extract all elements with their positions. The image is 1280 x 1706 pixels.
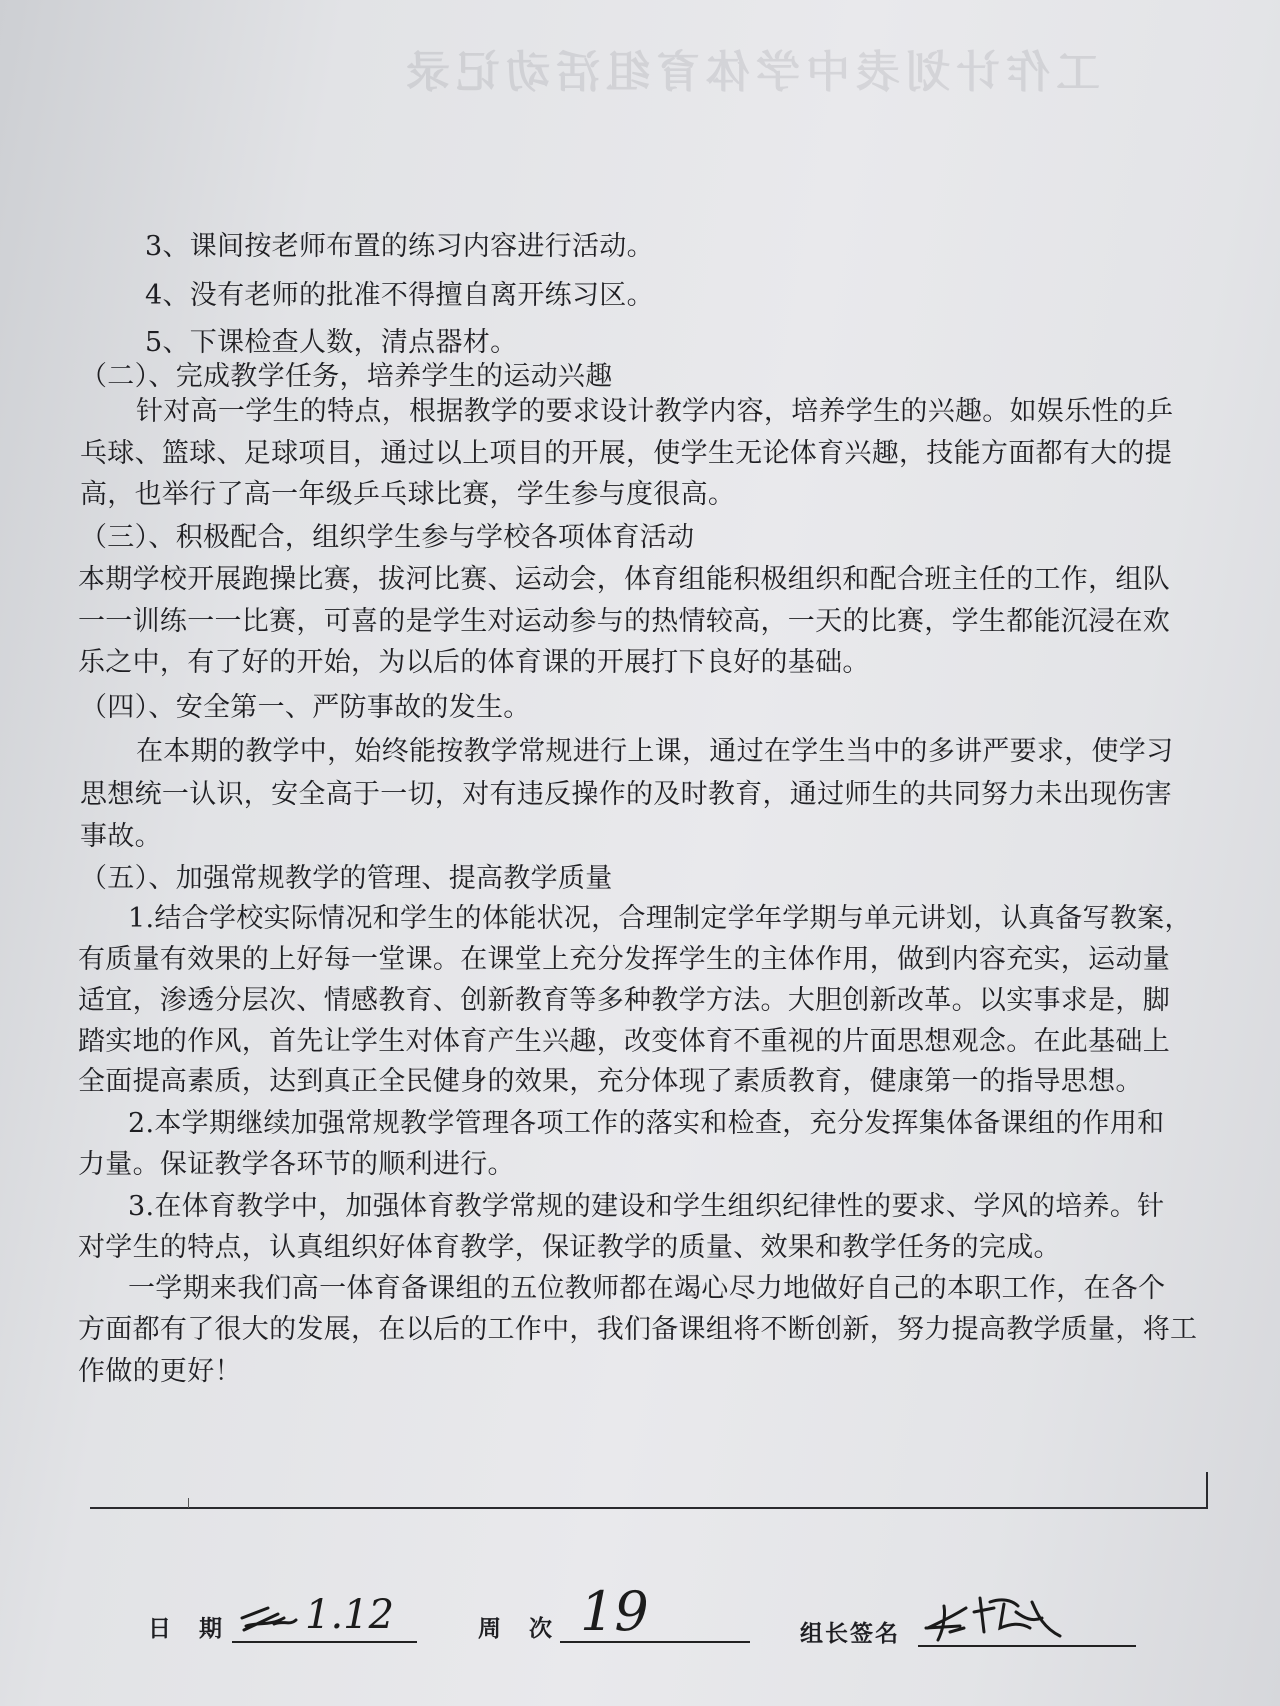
date-label: 日 期 [148,1616,233,1642]
paragraph-line: 3.在体育教学中，加强体育教学常规的建设和学生组织纪律性的要求、学风的培养。针 [128,1191,1165,1222]
section-heading-4: （四）、安全第一、严防事故的发生。 [80,692,531,723]
paragraph-line: 踏实地的作风，首先让学生对体育产生兴趣，改变体育不重视的片面思想观念。在此基础上 [78,1026,1170,1057]
paragraph-line: 高，也举行了高一年级乒乓球比赛，学生参与度很高。 [80,479,736,510]
section-heading-3: （三）、积极配合，组织学生参与学校各项体育活动 [80,522,695,553]
leader-signature [920,1588,1070,1652]
leader-signature-label: 组长签名 [800,1621,900,1647]
rule-item-5: 5、下课检查人数，清点器材。 [145,327,518,358]
paragraph-line: 思想统一认识，安全高于一切，对有违反操作的及时教育，通过师生的共同努力未出现伤害 [80,779,1172,810]
paragraph-line: 本期学校开展跑操比赛，拔河比赛、运动会，体育组能积极组织和配合班主任的工作，组队 [78,564,1170,595]
paragraph-line: 乓球、篮球、足球项目，通过以上项目的开展，使学生无论体育兴趣，技能方面都有大的提 [80,438,1172,469]
paragraph-line: 针对高一学生的特点，根据教学的要求设计教学内容，培养学生的兴趣。如娱乐性的乒 [136,396,1174,427]
paragraph-line: 方面都有了很大的发展，在以后的工作中，我们备课组将不断创新，努力提高教学质量，将工 [78,1314,1198,1345]
paragraph-line: 2.本学期继续加强常规教学管理各项工作的落实和检查，充分发挥集体备课组的作用和 [128,1108,1165,1139]
paragraph-line: 对学生的特点，认真组织好体育教学，保证教学的质量、效果和教学任务的完成。 [78,1232,1061,1263]
paragraph-line: 乐之中，有了好的开始，为以后的体育课的开展打下良好的基础。 [78,647,870,678]
paragraph-line: 有质量有效果的上好每一堂课。在课堂上充分发挥学生的主体作用，做到内容充实，运动量 [78,944,1170,975]
faded-bleed-through-title: 工作计划表中学体育组活动记录 [400,47,1100,98]
paragraph-line: 作做的更好！ [78,1356,242,1387]
paragraph-line: 1.结合学校实际情况和学生的体能状况，合理制定学年学期与单元讲划，认真备写教案， [128,903,1192,934]
paragraph-line: 一学期来我们高一体育备课组的五位教师都在竭心尽力地做好自己的本职工作，在各个 [128,1273,1166,1304]
date-scribble-mark [238,1596,300,1640]
date-value: 1.12 [305,1592,395,1638]
section-heading-5: （五）、加强常规教学的管理、提高教学质量 [80,863,613,894]
paragraph-line: 全面提高素质，达到真正全民健身的效果，充分体现了素质教育，健康第一的指导思想。 [78,1066,1143,1097]
date-underline [232,1641,417,1643]
table-bottom-border [90,1507,1208,1509]
paragraph-line: 事故。 [80,821,162,852]
rule-item-3: 3、课间按老师布置的练习内容进行活动。 [145,231,654,262]
table-right-border [1206,1472,1208,1508]
paragraph-line: 适宜，渗透分层次、情感教育、创新教育等多种教学方法。大胆创新改革。以实事求是，脚 [78,985,1170,1016]
paragraph-line: 一一训练一一比赛，可喜的是学生对运动参与的热情较高，一天的比赛，学生都能沉浸在欢 [78,606,1170,637]
week-label: 周 次 [478,1616,563,1642]
paragraph-line: 在本期的教学中，始终能按教学常规进行上课，通过在学生当中的多讲严要求，使学习 [136,736,1174,767]
paragraph-line: 力量。保证教学各环节的顺利进行。 [78,1149,515,1180]
rule-item-4: 4、没有老师的批准不得擅自离开练习区。 [145,280,654,311]
week-value: 19 [580,1580,649,1643]
section-heading-2: （二）、完成教学任务，培养学生的运动兴趣 [80,361,613,392]
table-border-tick [188,1498,189,1508]
